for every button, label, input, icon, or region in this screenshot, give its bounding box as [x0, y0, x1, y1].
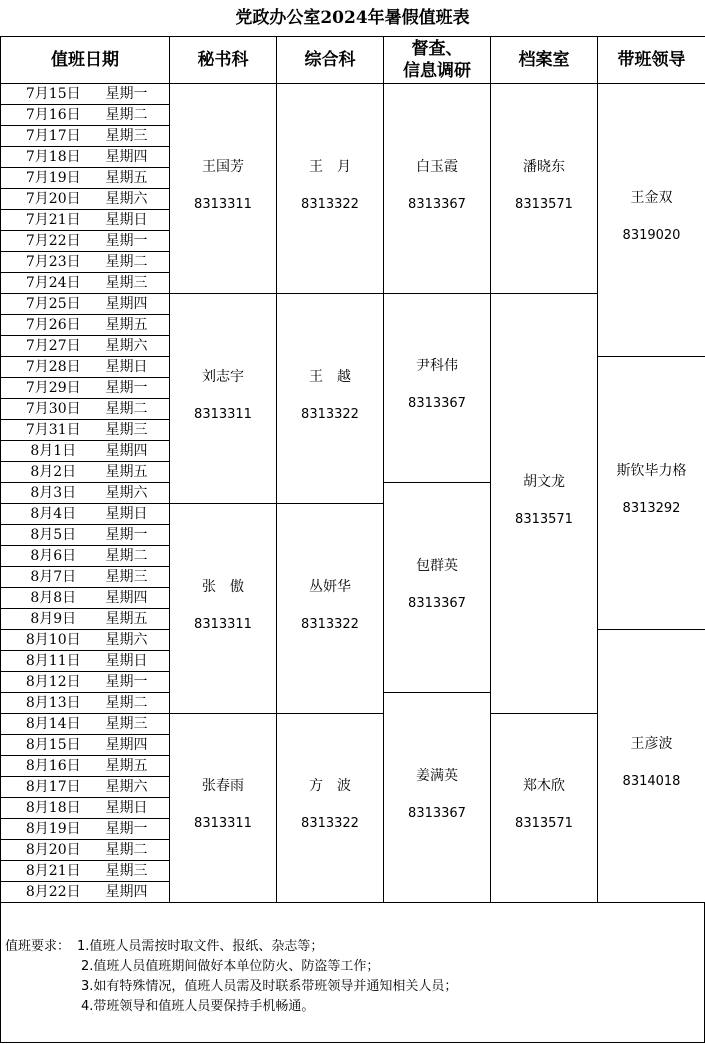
staff-name: 姜满英	[416, 767, 458, 784]
date-cell: 8月7日	[1, 567, 106, 588]
weekday-cell: 星期日	[106, 504, 170, 525]
weekday-cell: 星期三	[106, 714, 170, 735]
date-cell: 8月22日	[1, 882, 106, 903]
date-cell: 7月21日	[1, 210, 106, 231]
archive-duty-cell	[491, 294, 598, 714]
staff-phone: 8313322	[301, 816, 359, 831]
staff-name: 刘志宇	[202, 368, 244, 385]
weekday-cell: 星期四	[106, 735, 170, 756]
weekday-cell: 星期六	[106, 777, 170, 798]
header-date: 值班日期	[1, 37, 170, 84]
weekday-cell: 星期四	[106, 294, 170, 315]
weekday-cell: 星期三	[106, 861, 170, 882]
requirement-item: 3.如有特殊情况，值班人员需及时联系带班领导并通知相关人员；	[81, 979, 458, 994]
date-cell: 7月29日	[1, 378, 106, 399]
weekday-cell: 星期四	[106, 882, 170, 903]
date-cell: 8月4日	[1, 504, 106, 525]
general-duty-cell	[277, 714, 384, 903]
staff-name: 王 越	[309, 368, 351, 385]
staff-name: 白玉霞	[416, 158, 458, 175]
staff-name: 胡文龙	[523, 473, 565, 490]
date-cell: 7月30日	[1, 399, 106, 420]
date-cell: 7月19日	[1, 168, 106, 189]
staff-phone: 8313367	[408, 595, 466, 611]
header-supervision	[384, 37, 491, 84]
secretary-duty-cell	[170, 714, 277, 903]
staff-name: 丛妍华	[309, 578, 351, 595]
weekday-cell: 星期三	[106, 126, 170, 147]
leader-duty-cell	[598, 357, 705, 630]
weekday-cell: 星期日	[106, 798, 170, 819]
date-cell: 8月2日	[1, 462, 106, 483]
weekday-cell: 星期五	[106, 609, 170, 630]
weekday-cell: 星期三	[106, 273, 170, 294]
weekday-cell: 星期二	[106, 840, 170, 861]
date-cell: 8月20日	[1, 840, 106, 861]
date-cell: 8月16日	[1, 756, 106, 777]
date-cell: 8月18日	[1, 798, 106, 819]
supervision-duty-cell	[384, 483, 491, 693]
secretary-duty-cell	[170, 294, 277, 504]
date-cell: 7月16日	[1, 105, 106, 126]
supervision-duty-cell	[384, 84, 491, 294]
weekday-cell: 星期五	[106, 315, 170, 336]
duty-table	[0, 36, 705, 903]
date-cell: 8月14日	[1, 714, 106, 735]
date-cell: 8月21日	[1, 861, 106, 882]
general-duty-cell	[277, 504, 384, 714]
staff-phone: 8313367	[408, 805, 466, 821]
staff-phone: 8313292	[622, 501, 681, 516]
leader-duty-cell	[598, 630, 705, 903]
date-cell: 7月18日	[1, 147, 106, 168]
header-supervision-line1: 督查、	[411, 39, 463, 59]
staff-phone: 8313311	[194, 196, 252, 212]
date-cell: 8月1日	[1, 441, 106, 462]
header-secretary: 秘书科	[170, 37, 277, 84]
staff-name: 王国芳	[202, 158, 244, 175]
weekday-cell: 星期三	[106, 567, 170, 588]
date-cell: 7月28日	[1, 357, 106, 378]
weekday-cell: 星期六	[106, 189, 170, 210]
staff-phone: 8313311	[194, 616, 252, 632]
weekday-cell: 星期四	[106, 588, 170, 609]
weekday-cell: 星期二	[106, 546, 170, 567]
weekday-cell: 星期二	[106, 105, 170, 126]
weekday-cell: 星期日	[106, 357, 170, 378]
weekday-cell: 星期五	[106, 462, 170, 483]
weekday-cell: 星期一	[106, 525, 170, 546]
date-cell: 7月17日	[1, 126, 106, 147]
secretary-duty-cell	[170, 504, 277, 714]
weekday-cell: 星期日	[106, 651, 170, 672]
date-cell: 8月6日	[1, 546, 106, 567]
duty-table-body	[1, 84, 705, 903]
date-cell: 7月31日	[1, 420, 106, 441]
date-cell: 8月10日	[1, 630, 106, 651]
requirements-lead: 值班要求：	[5, 939, 71, 954]
staff-phone: 8313311	[194, 406, 252, 422]
header-leader: 带班领导	[598, 37, 705, 84]
weekday-cell: 星期日	[106, 210, 170, 231]
date-cell: 7月22日	[1, 231, 106, 252]
staff-phone: 8319020	[622, 228, 681, 243]
page-title: 党政办公室2024年暑假值班表	[235, 8, 470, 28]
staff-name: 包群英	[416, 557, 458, 574]
staff-phone: 8313367	[408, 396, 466, 411]
staff-name: 尹科伟	[416, 358, 458, 374]
secretary-duty-cell	[170, 84, 277, 294]
weekday-cell: 星期六	[106, 336, 170, 357]
weekday-cell: 星期四	[106, 441, 170, 462]
date-cell: 8月5日	[1, 525, 106, 546]
requirement-item: 4.带班领导和值班人员要保持手机畅通。	[81, 999, 315, 1014]
staff-phone: 8313322	[301, 406, 359, 422]
staff-name: 潘晓东	[523, 158, 565, 175]
supervision-duty-cell	[384, 693, 491, 903]
weekday-cell: 星期一	[106, 84, 170, 105]
weekday-cell: 星期一	[106, 231, 170, 252]
staff-name: 张 傲	[202, 578, 244, 595]
staff-name: 王金双	[630, 190, 673, 206]
weekday-cell: 星期一	[106, 378, 170, 399]
weekday-cell: 星期六	[106, 630, 170, 651]
date-cell: 7月26日	[1, 315, 106, 336]
general-duty-cell	[277, 294, 384, 504]
date-cell: 7月20日	[1, 189, 106, 210]
date-cell: 8月3日	[1, 483, 106, 504]
staff-name: 方 波	[309, 778, 351, 794]
date-cell: 8月19日	[1, 819, 106, 840]
header-row	[1, 37, 705, 84]
staff-phone: 8313322	[301, 616, 359, 632]
date-cell: 8月17日	[1, 777, 106, 798]
date-cell: 7月25日	[1, 294, 106, 315]
date-cell: 7月24日	[1, 273, 106, 294]
requirement-item: 1.值班人员需按时取文件、报纸、杂志等；	[77, 939, 324, 954]
weekday-cell: 星期一	[106, 819, 170, 840]
header-supervision-line2: 信息调研	[403, 61, 471, 81]
supervision-duty-cell	[384, 294, 491, 483]
staff-name: 斯钦毕力格	[616, 463, 687, 479]
header-archive: 档案室	[491, 37, 598, 84]
duty-requirements	[0, 903, 705, 1043]
date-cell: 8月12日	[1, 672, 106, 693]
date-cell: 8月9日	[1, 609, 106, 630]
date-cell: 7月27日	[1, 336, 106, 357]
staff-name: 王 月	[309, 158, 351, 175]
staff-phone: 8313571	[515, 196, 573, 212]
weekday-cell: 星期二	[106, 693, 170, 714]
date-cell: 8月8日	[1, 588, 106, 609]
weekday-cell: 星期二	[106, 399, 170, 420]
table-row	[1, 84, 705, 105]
weekday-cell: 星期四	[106, 147, 170, 168]
header-general: 综合科	[277, 37, 384, 84]
weekday-cell: 星期三	[106, 420, 170, 441]
staff-name: 郑木欣	[523, 778, 565, 794]
requirement-item: 2.值班人员值班期间做好本单位防火、防盗等工作；	[81, 959, 380, 974]
archive-duty-cell	[491, 84, 598, 294]
staff-phone: 8313571	[515, 816, 573, 831]
weekday-cell: 星期六	[106, 483, 170, 504]
staff-phone: 8313571	[515, 511, 573, 527]
date-cell: 8月11日	[1, 651, 106, 672]
leader-duty-cell	[598, 84, 705, 357]
staff-name: 张春雨	[202, 778, 244, 794]
general-duty-cell	[277, 84, 384, 294]
weekday-cell: 星期一	[106, 672, 170, 693]
date-cell: 8月15日	[1, 735, 106, 756]
archive-duty-cell	[491, 714, 598, 903]
staff-phone: 8313311	[194, 816, 252, 831]
staff-name: 王彦波	[630, 736, 673, 752]
weekday-cell: 星期二	[106, 252, 170, 273]
staff-phone: 8313322	[301, 196, 359, 212]
staff-phone: 8313367	[408, 196, 466, 212]
date-cell: 8月13日	[1, 693, 106, 714]
date-cell: 7月15日	[1, 84, 106, 105]
staff-phone: 8314018	[622, 774, 681, 789]
date-cell: 7月23日	[1, 252, 106, 273]
weekday-cell: 星期五	[106, 168, 170, 189]
weekday-cell: 星期五	[106, 756, 170, 777]
